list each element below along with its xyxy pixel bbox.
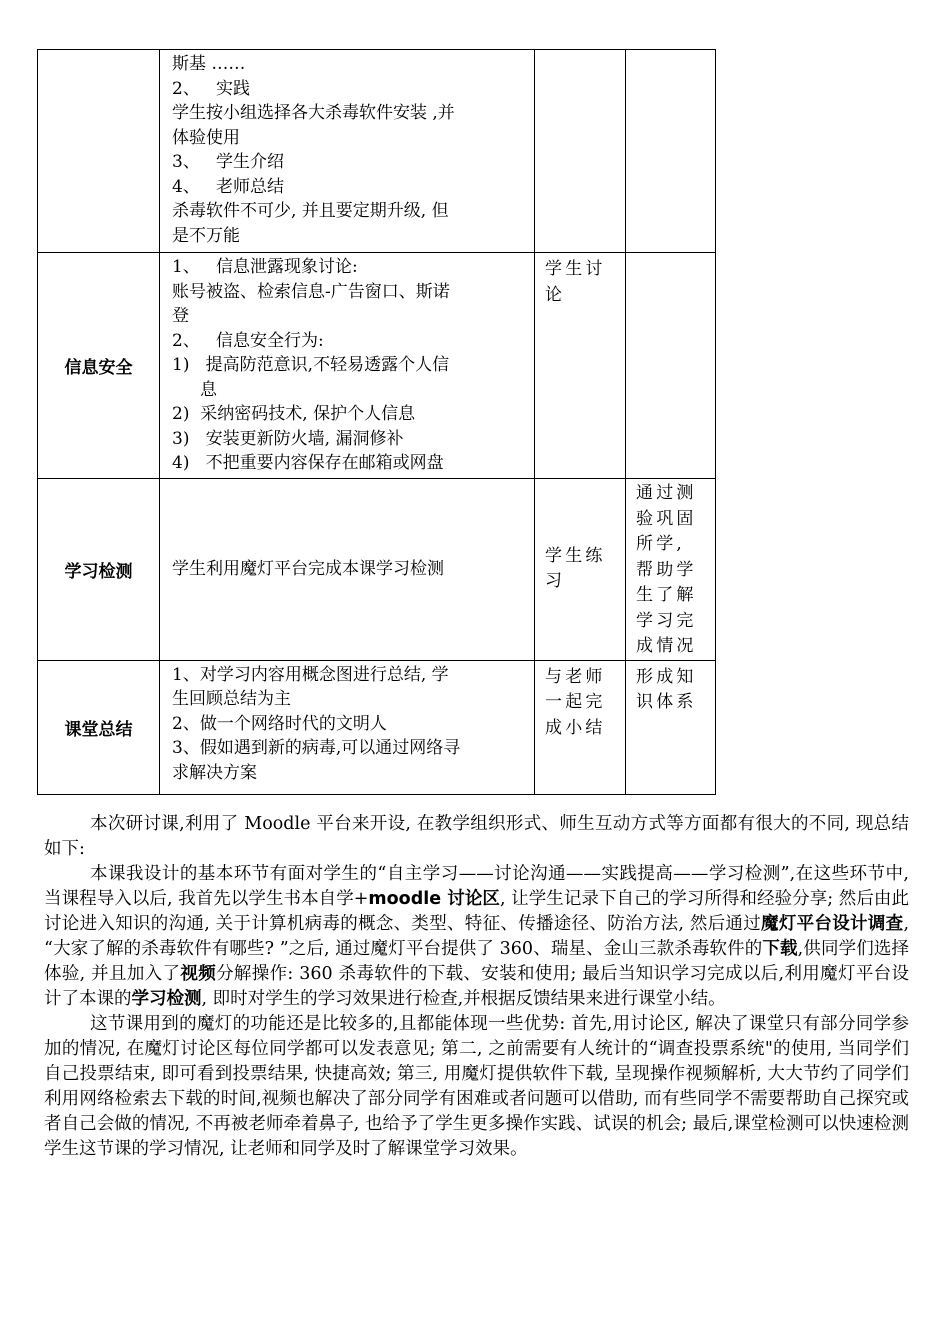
content-line: 学生利用魔灯平台完成本课学习检测 [172, 559, 444, 579]
content-line: 求解决方案 [172, 762, 257, 783]
content-line: 杀毒软件不可少, 并且要定期升级, 但 [172, 201, 449, 221]
content-line: 息 [200, 379, 217, 400]
content-line: 4) 不把重要内容保存在邮箱或网盘 [172, 453, 444, 473]
row-label [38, 253, 160, 479]
row-intent [626, 660, 716, 794]
table-row [38, 50, 716, 253]
table-row [38, 253, 716, 479]
intent-text: 通过测验巩固所学, 帮助学生了解学习完成情况 [636, 483, 697, 656]
content-line: 3、假如遇到新的病毒,可以通过网络寻 [172, 738, 461, 758]
row-intent [626, 479, 716, 661]
activity-text: 学生练习 [545, 545, 606, 592]
content-line: 1、对学习内容用概念图进行总结, 学 [172, 664, 449, 685]
table-row [38, 479, 716, 661]
paragraph: 这节课用到的魔灯的功能还是比较多的,且都能体现一些优势: 首先,用讨论区, 解决了课堂只有部分同学参加的情况, 在魔灯讨论区每位同学都可以发表意见; 第二, 之前需要有人统计的“调查投票系统"的使用, 当同学们自己投票结束, 即可看到投票结果, 快捷高效; 第三, 用魔灯提供软件下载, 呈现操作视频解析, 大大节约了同学们利用网络检索去下载的时间,视频也解决了部分同学有困难或者问题可以借助, 而有些同学不需要帮助自己探究或者自己会做的情况, 不再被老师牵着鼻子, 也给予了学生更多操作实践、试误的机会; 最后,课堂检测可以快速检测学生这节课的学习情况, 让老师和同学及时了解课堂学习效果。 [44, 1014, 909, 1159]
row-content [160, 50, 535, 253]
row-activity [535, 50, 626, 253]
row-label-text: 信息安全 [64, 358, 133, 378]
row-activity [535, 660, 626, 794]
activity-text: 学生讨论 [545, 259, 606, 305]
activity-text: 与老师一起完成小结 [545, 666, 606, 738]
content-line: 2) 采纳密码技术, 保护个人信息 [172, 404, 416, 424]
paragraph: 本次研讨课,利用了 Moodle 平台来开设, 在教学组织形式、师生互动方式等方面都有很大的不同, 现总结如下: [44, 814, 909, 859]
content-line: 1) 提高防范意识,不轻易透露个人信 [172, 355, 450, 375]
content-line: 学生按小组选择各大杀毒软件安装 ,并 [172, 103, 455, 123]
content-line: 登 [172, 306, 189, 326]
lesson-plan-table [37, 49, 716, 795]
row-activity [535, 253, 626, 479]
intent-text: 形成知识体系 [636, 666, 697, 712]
row-content [160, 479, 535, 661]
row-label [38, 660, 160, 794]
content-line: 4、 老师总结 [172, 176, 285, 197]
content-line: 3) 安装更新防火墙, 漏洞修补 [172, 428, 404, 449]
paragraph: 本课我设计的基本环节有面对学生的“自主学习——讨论沟通——实践提高——学习检测”,在这些环节中, 当课程导入以后, 我首先以学生书本自学+moodle 讨论区, 让学生记录下自己的学习所得和经验分享; 然后由此讨论进入知识的沟通, 关于计算机病毒的概念、类型、特征、传播途径、防治方法, 然后通过魔灯平台设计调查, “大家了解的杀毒软件有哪些? ”之后, 通过魔灯平台提供了 360、瑞星、金山三款杀毒软件的下载,供同学们选择体验, 并且加入了视频分解操作: 360 杀毒软件的下载、安装和使用; 最后当知识学习完成以后,利用魔灯平台设计了本课的学习检测, 即时对学生的学习效果进行检查,并根据反馈结果来进行课堂小结。 [44, 864, 910, 1009]
content-line: 2、做一个网络时代的文明人 [172, 713, 387, 734]
content-line: 是不万能 [172, 225, 240, 246]
content-line: 1、 信息泄露现象讨论: [172, 257, 358, 277]
content-line: 2、 信息安全行为: [172, 330, 324, 351]
row-label [38, 479, 160, 661]
row-content [160, 253, 535, 479]
row-label-text: 课堂总结 [64, 719, 133, 740]
content-line: 斯基 …… [172, 54, 246, 74]
table-row [38, 660, 716, 794]
row-activity [535, 479, 626, 661]
row-label-text: 学习检测 [64, 561, 133, 582]
row-label [38, 50, 160, 253]
row-intent [626, 50, 716, 253]
content-line: 体验使用 [172, 127, 240, 148]
content-line: 3、 学生介绍 [172, 152, 285, 172]
row-content [160, 660, 535, 794]
content-line: 生回顾总结为主 [172, 689, 291, 709]
reflection-text [44, 812, 909, 1162]
row-intent [626, 253, 716, 479]
content-line: 2、 实践 [172, 78, 251, 99]
content-line: 账号被盗、检索信息-广告窗口、斯诺 [172, 281, 450, 302]
